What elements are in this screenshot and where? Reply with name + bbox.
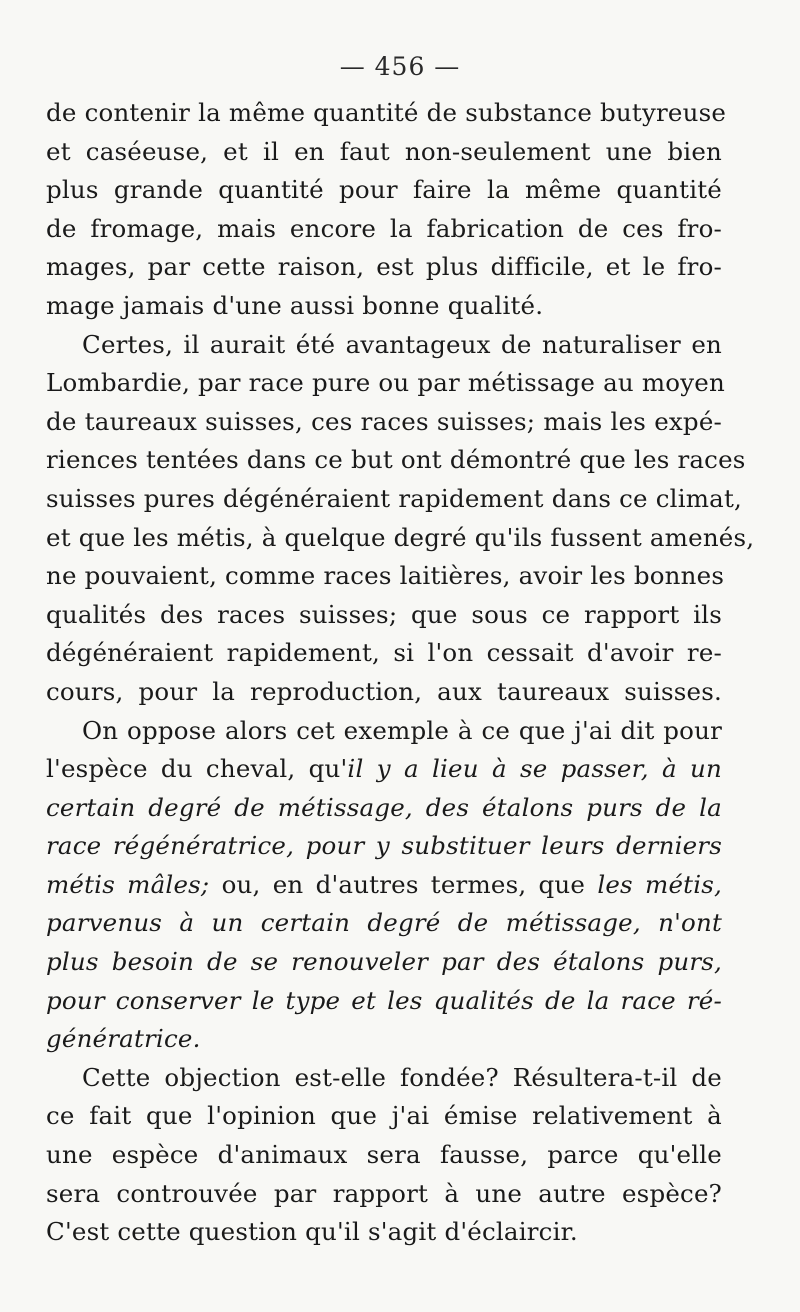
text-line: pour conserver le type et les qualités de la race ré- [46, 985, 722, 1015]
italic-run: les métis, [597, 869, 722, 899]
italic-run: il y a lieu à se passer, à un [347, 754, 722, 784]
text-line: On oppose alors cet exemple à ce que j'ai dit pour [82, 715, 722, 745]
text-line: plus grande quantité pour faire la même quantité [46, 175, 722, 205]
text-line: de contenir la même quantité de substance butyreuse [46, 98, 727, 127]
page-number: — 456 — [339, 52, 461, 81]
text-line [46, 750, 722, 789]
text-line: mage jamais d'une aussi bonne qualité. [46, 290, 544, 320]
text-line: suisses pures dégénéraient rapidement dans ce climat, [46, 483, 743, 513]
text-line: de taureaux suisses, ces races suisses; mais les expé- [46, 406, 722, 436]
text-line: sera controuvée par rapport à une autre espèce? [46, 1178, 722, 1208]
text-line [46, 866, 722, 905]
text-line: certain degré de métissage, des étalons purs de la [46, 792, 722, 822]
text-line: Certes, il aurait été avantageux de naturaliser en [82, 329, 722, 359]
text-line: riences tentées dans ce but ont démontré que les races [46, 445, 746, 475]
text-line: et que les métis, à quelque degré qu'ils fussent amenés, [46, 522, 755, 552]
text-line: une espèce d'animaux sera fausse, parce qu'elle [46, 1140, 722, 1170]
text-line: race régénératrice, pour y substituer leurs derniers [46, 831, 722, 861]
text-line: parvenus à un certain degré de métissage, n'ont [46, 908, 722, 938]
body-text [46, 94, 755, 1252]
text-line: mages, par cette raison, est plus difficile, et le fro- [46, 252, 722, 282]
text-line: dégénéraient rapidement, si l'on cessait d'avoir re- [46, 638, 722, 668]
text-line: Cette objection est-elle fondée? Résultera-t-il de [82, 1062, 722, 1092]
roman-run: l'espèce du cheval, qu' [46, 754, 348, 784]
text-line: Lombardie, par race pure ou par métissage au moyen [46, 368, 725, 398]
italic-run: métis mâles; [46, 869, 210, 899]
text-line: ce fait que l'opinion que j'ai émise relativement à [46, 1101, 722, 1131]
roman-run: ou, en d'autres termes, que [209, 869, 598, 899]
text-line: cours, pour la reproduction, aux taureaux suisses. [46, 676, 722, 706]
text-line: qualités des races suisses; que sous ce rapport ils [46, 599, 722, 629]
text-line: de fromage, mais encore la fabrication de ces fro- [46, 213, 722, 243]
text-line: ne pouvaient, comme races laitières, avoir les bonnes [46, 561, 725, 591]
text-line: génératrice. [46, 1024, 201, 1054]
text-line: plus besoin de se renouveler par des étalons purs, [46, 947, 722, 977]
text-line: C'est cette question qu'il s'agit d'éclaircir. [46, 1217, 578, 1247]
text-line: et caséeuse, et il en faut non-seulement une bien [46, 136, 722, 166]
